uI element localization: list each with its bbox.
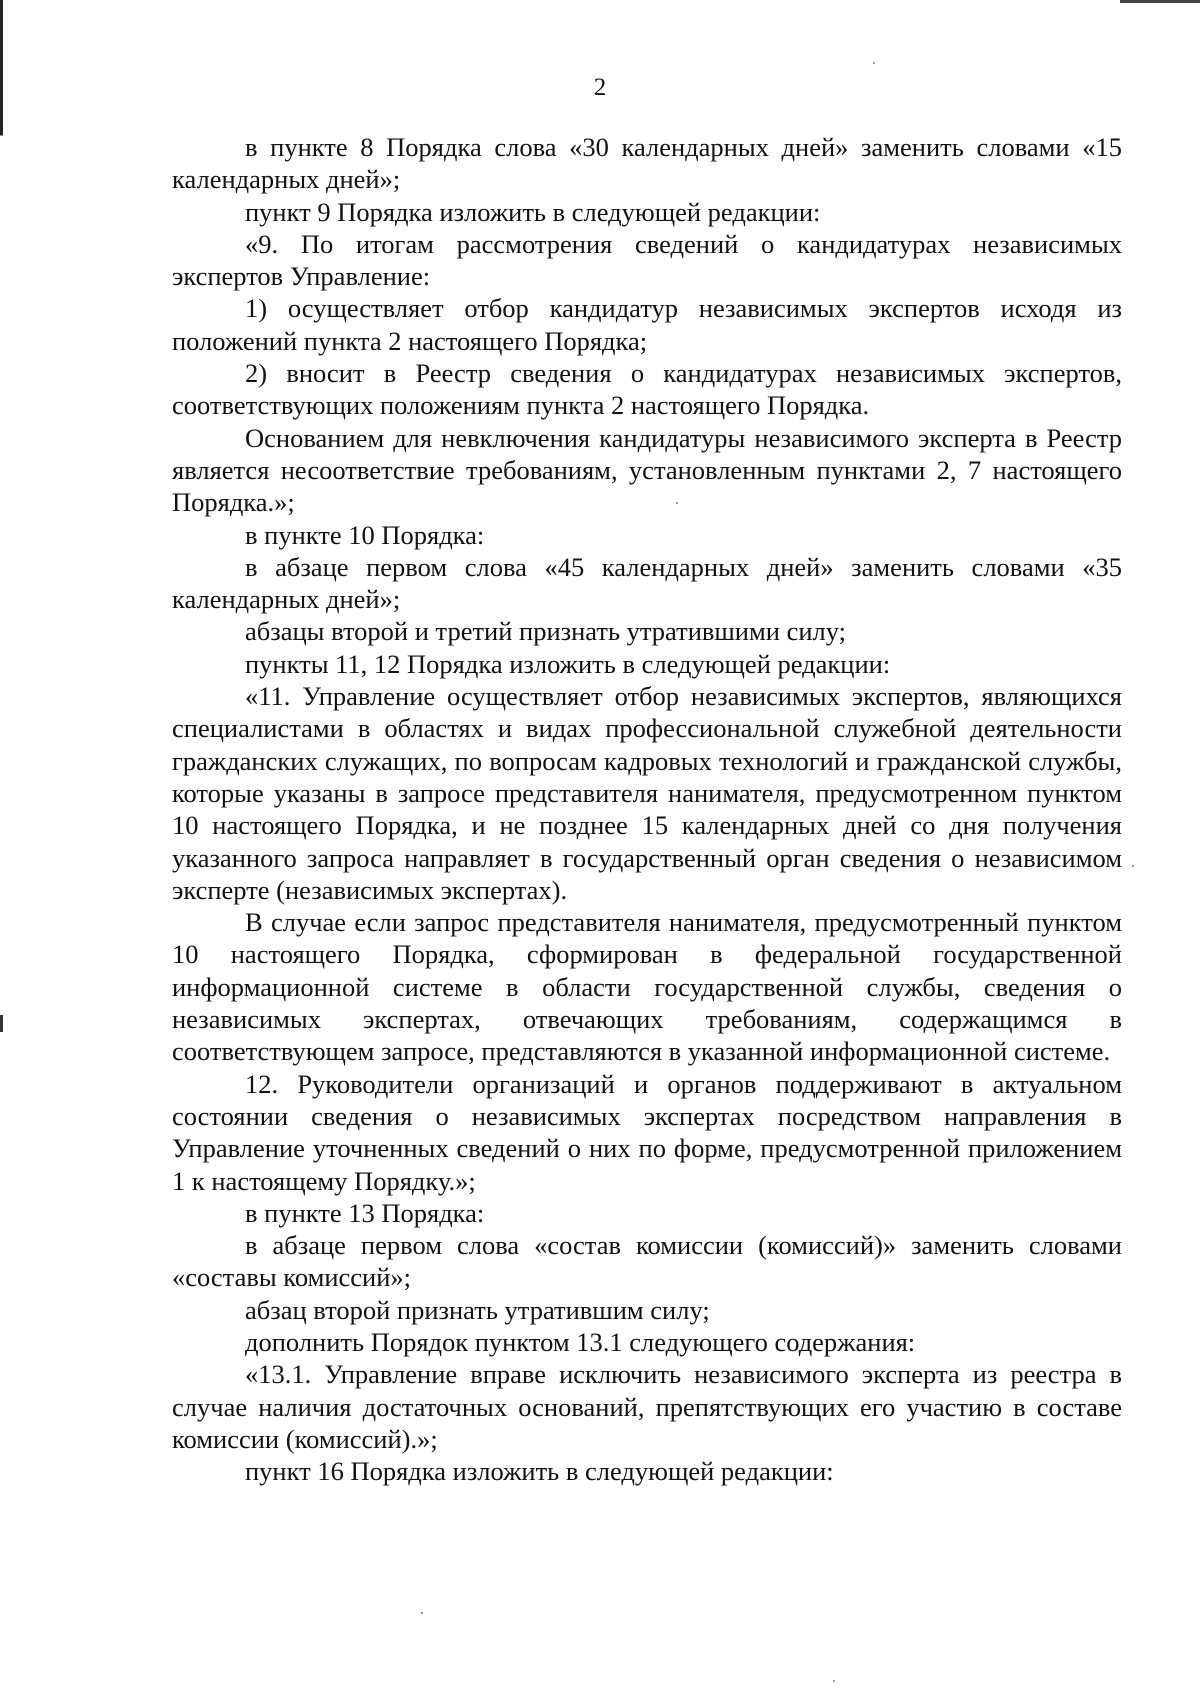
paragraph: 2) вносит в Реестр сведения о кандидатурах независимых экспертов, соответствующих положениям пункта 2 настоящего Порядка.	[172, 358, 1122, 421]
paragraph: абзацы второй и третий признать утратившими силу;	[245, 616, 846, 647]
scan-speck	[421, 1612, 423, 1614]
paragraph: пункт 16 Порядка изложить в следующей редакции:	[245, 1456, 834, 1487]
paragraph: «9. По итогам рассмотрения сведений о кандидатурах независимых экспертов Управление:	[172, 228, 1122, 292]
paragraph: «13.1. Управление вправе исключить независимого эксперта из реестра в случае наличия достаточных оснований, препятствующих его участию в составе комиссии (комиссий).»;	[172, 1359, 1122, 1454]
page-number: 2	[593, 74, 607, 101]
paragraph: пункты 11, 12 Порядка изложить в следующей редакции:	[245, 648, 891, 679]
paragraph: в пункте 10 Порядка:	[245, 519, 485, 550]
paragraph: в пункте 13 Порядка:	[245, 1197, 485, 1228]
scan-edge-mark	[0, 0, 3, 1692]
paragraph: Основанием для невключения кандидатуры независимого эксперта в Реестр является несоответствие требованиям, установленным пунктами 2, 7 настоящего Порядка.»;	[172, 422, 1122, 518]
paragraph: В случае если запрос представителя нанимателя, предусмотренный пунктом 10 настоящего Порядка, сформирован в федеральной государственной информационной системе в области государственной службы, сведения о независимых экспертах, отвечающих требованиям, содержащимся в соответствующем запросе, представляются в указанной информационной системе.	[172, 907, 1122, 1067]
paragraph: пункт 9 Порядка изложить в следующей редакции:	[245, 196, 821, 227]
scan-speck	[676, 502, 678, 504]
paragraph: в абзаце первом слова «45 календарных дней» заменить словами «35 календарных дней»;	[172, 551, 1122, 615]
paragraph: в пункте 8 Порядка слова «30 календарных дней» заменить словами «15 календарных дней»;	[172, 132, 1122, 195]
paragraph: абзац второй признать утратившим силу;	[245, 1294, 710, 1325]
scan-speck	[873, 62, 875, 64]
scan-edge-mark-top	[1120, 0, 1200, 3]
paragraph: в абзаце первом слова «состав комиссии (комиссий)» заменить словами «составы комиссий»;	[172, 1230, 1122, 1293]
paragraph: 1) осуществляет отбор кандидатур независимых экспертов исходя из положений пункта 2 настоящего Порядка;	[172, 293, 1122, 356]
paragraph: дополнить Порядок пунктом 13.1 следующего содержания:	[245, 1326, 916, 1357]
scan-speck	[833, 1680, 835, 1682]
scan-speck	[1132, 865, 1134, 867]
paragraph: 12. Руководители организаций и органов поддерживают в актуальном состоянии сведения о независимых экспертах посредством направления в Управление уточненных сведений о них по форме, предусмотренной приложением 1 к настоящему Порядку.»;	[172, 1068, 1122, 1196]
document-body	[172, 131, 1122, 1487]
paragraph: «11. Управление осуществляет отбор независимых экспертов, являющихся специалистами в областях и видах профессиональной служебной деятельности гражданских служащих, по вопросам кадровых технологий и гражданской службы, которые указаны в запросе представителя нанимателя, предусмотренном пунктом 10 настоящего Порядка, и не позднее 15 календарных дней со дня получения указанного запроса направляет в государственный орган сведения о независимом эксперте (независимых экспертах).	[172, 681, 1122, 905]
